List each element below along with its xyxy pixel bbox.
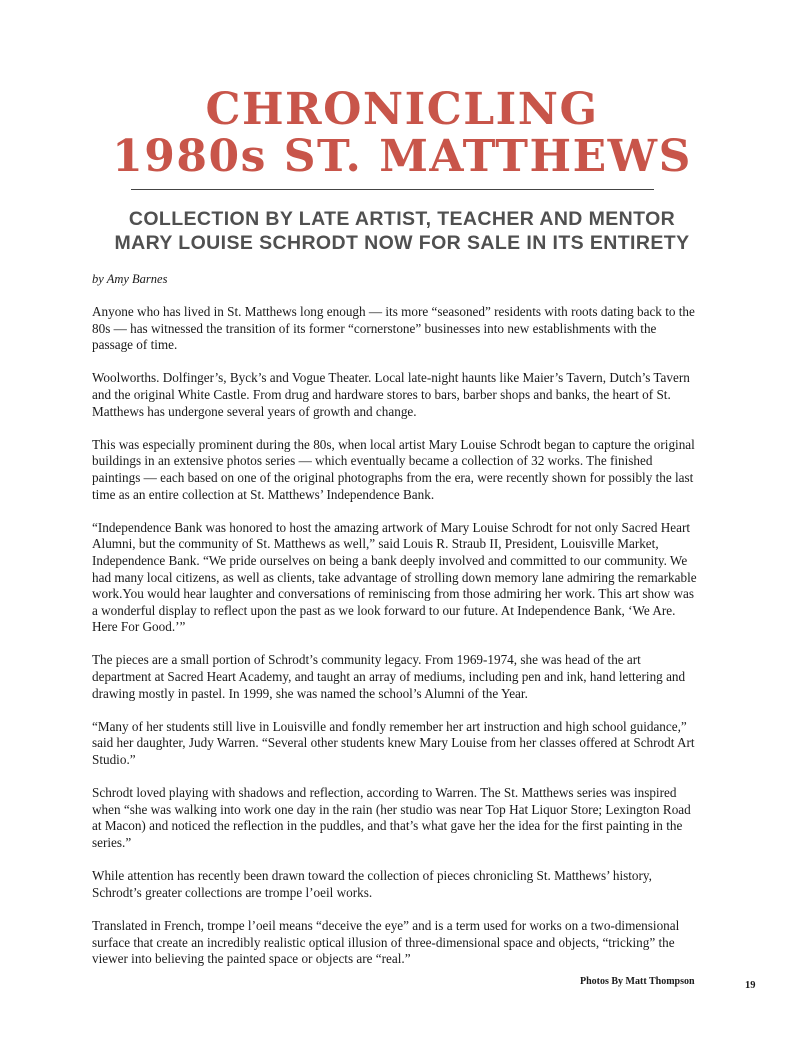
body-paragraph: The pieces are a small portion of Schrodt’s community legacy. From 1969-1974, she was head of the art department at Sacred Heart Academy, and taught an array of mediums, including pen and ink, hand lettering and drawing mostly in pastel. In 1999, she was named the school’s Alumni of the Year. bbox=[92, 652, 686, 701]
byline: by Amy Barnes bbox=[92, 272, 168, 286]
body-paragraph: This was especially prominent during the 80s, when local artist Mary Louise Schrodt began to capture the original buildings in an extensive photos series — which eventually became a collection of 32 works. The finished paintings — each based on one of the original photographs from the era, were recently shown for possibly the last time as an entire collection at St. Matthews’ Independence Bank. bbox=[92, 436, 695, 502]
title-divider bbox=[131, 189, 654, 190]
article-title bbox=[60, 86, 744, 180]
body-paragraph: Schrodt loved playing with shadows and reflection, according to Warren. The St. Matthews series was inspired when “she was walking into work one day in the rain (her studio was near Top Hat Liquor Store; Lexington Road at Macon) and noticed the reflection in the puddles, and that’s what gave her the idea for the first painting in the series.” bbox=[92, 785, 691, 850]
body-paragraph: Translated in French, trompe l’oeil means “deceive the eye” and is a term used for works on a two-dimensional surface that create an incredibly realistic optical illusion of three-dimensional space and objects, “tricking” the viewer into believing the painted space or objects are “real.” bbox=[92, 917, 680, 967]
body-paragraph: “Independence Bank was honored to host the amazing artwork of Mary Louise Schrodt for not only Sacred Heart Alumni, but the community of St. Matthews as well,” said Louis R. Straub II, President, Louisville Market, Independence Bank. “We pride ourselves on being a bank deeply involved and committed to our community. We had many local citizens, as well as clients, take advantage of strolling down memory lane admiring the remarkable work.You would hear laughter and conversations of reminiscing from those admiring her work. This art show was a wonderful display to reflect upon the past as we look forward to our future. At Independence Bank, ‘We Are. Here For Good.’” bbox=[92, 519, 697, 635]
article-subtitle bbox=[40, 207, 764, 255]
article-subtitle-line-1: COLLECTION BY LATE ARTIST, TEACHER AND MENTOR bbox=[128, 208, 676, 230]
article-subtitle-line-2: MARY LOUISE SCHRODT NOW FOR SALE IN ITS ENTIRETY bbox=[114, 232, 690, 254]
article-body bbox=[92, 304, 698, 984]
body-paragraph: While attention has recently been drawn toward the collection of pieces chronicling St. Matthews’ history, Schrodt’s greater collections are trompe l’oeil works. bbox=[92, 868, 652, 900]
page-number: 19 bbox=[745, 980, 756, 991]
body-paragraph: “Many of her students still live in Louisville and fondly remember her art instruction and high school guidance,” said her daughter, Judy Warren. “Several other students knew Mary Louise from her classes offered at Schrodt Art Studio.” bbox=[92, 718, 695, 768]
article-title-line-1: CHRONICLING bbox=[205, 84, 599, 135]
photo-credit: Photos By Matt Thompson bbox=[580, 976, 695, 987]
body-paragraph: Woolworths. Dolfinger’s, Byck’s and Vogue Theater. Local late-night haunts like Maier’s Tavern, Dutch’s Tavern and the original White Castle. From drug and hardware stores to bars, barber shops and banks, the heart of St. Matthews has undergone several years of growth and change. bbox=[92, 370, 690, 419]
article-title-line-2: 1980s ST. MATTHEWS bbox=[112, 131, 692, 182]
body-paragraph: Anyone who has lived in St. Matthews long enough — its more “seasoned” residents with roots dating back to the 80s — has witnessed the transition of its former “cornerstone” businesses into new establishments with the passage of time. bbox=[92, 304, 695, 353]
